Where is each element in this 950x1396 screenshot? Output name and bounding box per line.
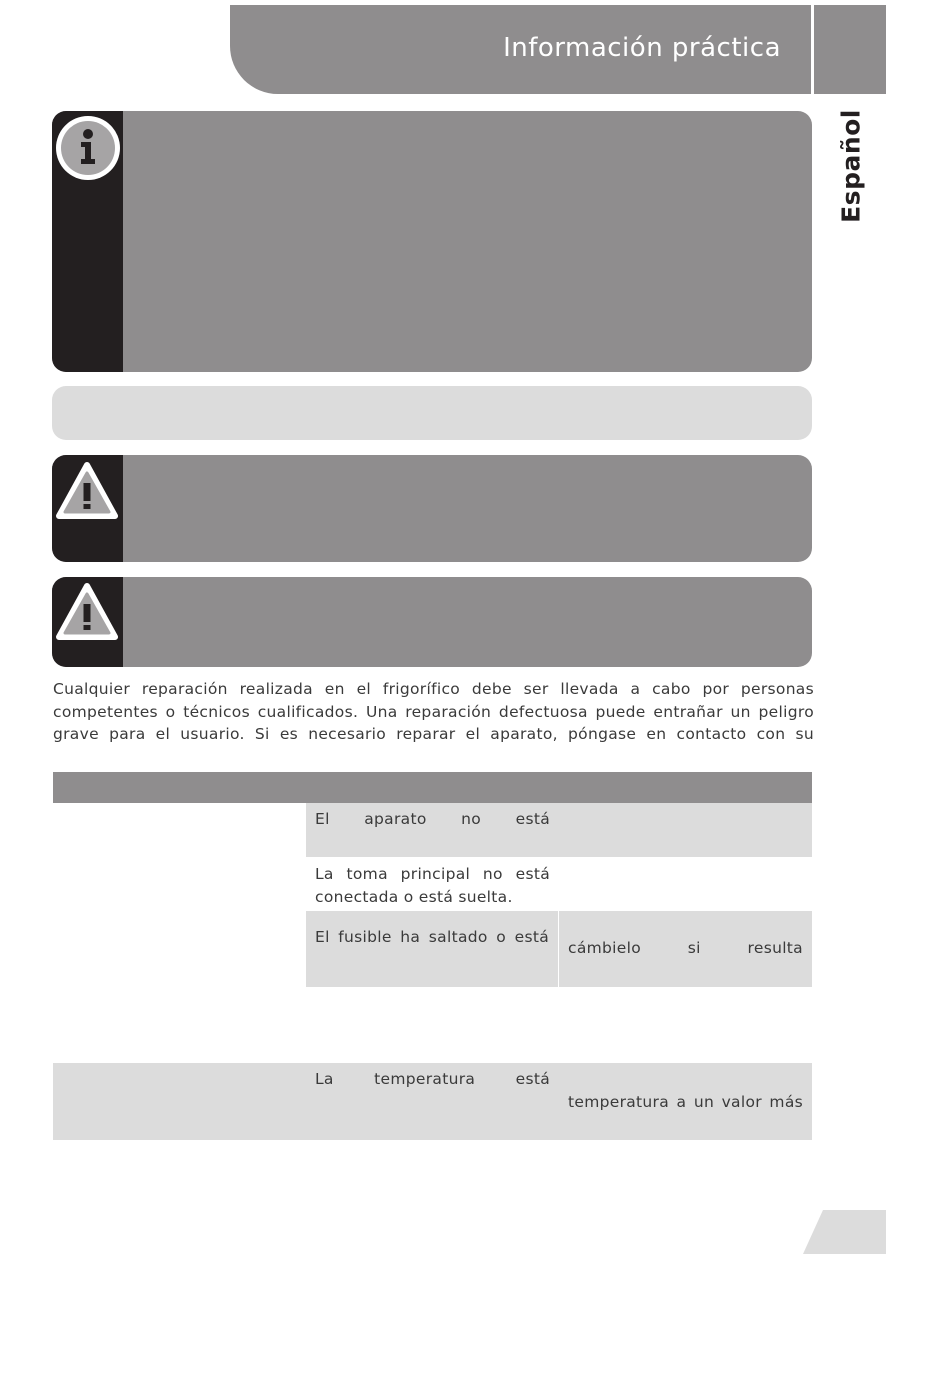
- cause-cell: La temperatura está: [315, 1070, 550, 1088]
- cause-cell: El aparato no está: [315, 810, 550, 828]
- solution-cell: temperatura a un valor más: [568, 1093, 803, 1111]
- table-header: [53, 772, 812, 803]
- page-title: Información práctica: [503, 33, 781, 63]
- header-tab: [814, 5, 886, 94]
- header-bar: [230, 5, 811, 94]
- light-gray-bar: [52, 386, 812, 440]
- cause-cell: El fusible ha saltado o está: [306, 911, 558, 987]
- page-corner-tab: [803, 1210, 886, 1254]
- solution-cell: cámbielo si resulta: [559, 911, 812, 987]
- warning-panel: [52, 577, 812, 667]
- language-label: Español: [836, 109, 866, 223]
- repair-notice-text: Cualquier reparación realizada en el frigorífico debe ser llevada a cabo por personas competentes o técnicos cualificados. Una reparación defectuosa puede entrañar un peligro grave para el usuario. Si es necesario reparar el aparato, póngase en contacto con su: [53, 680, 814, 743]
- cause-cell: La toma principal no está conectada o está suelta.: [315, 865, 550, 906]
- table-row: [53, 987, 812, 1063]
- warning-panel: [52, 455, 812, 562]
- info-panel: [52, 111, 812, 372]
- info-icon: [56, 116, 120, 180]
- warning-icon: [56, 461, 118, 523]
- warning-icon: [56, 582, 118, 644]
